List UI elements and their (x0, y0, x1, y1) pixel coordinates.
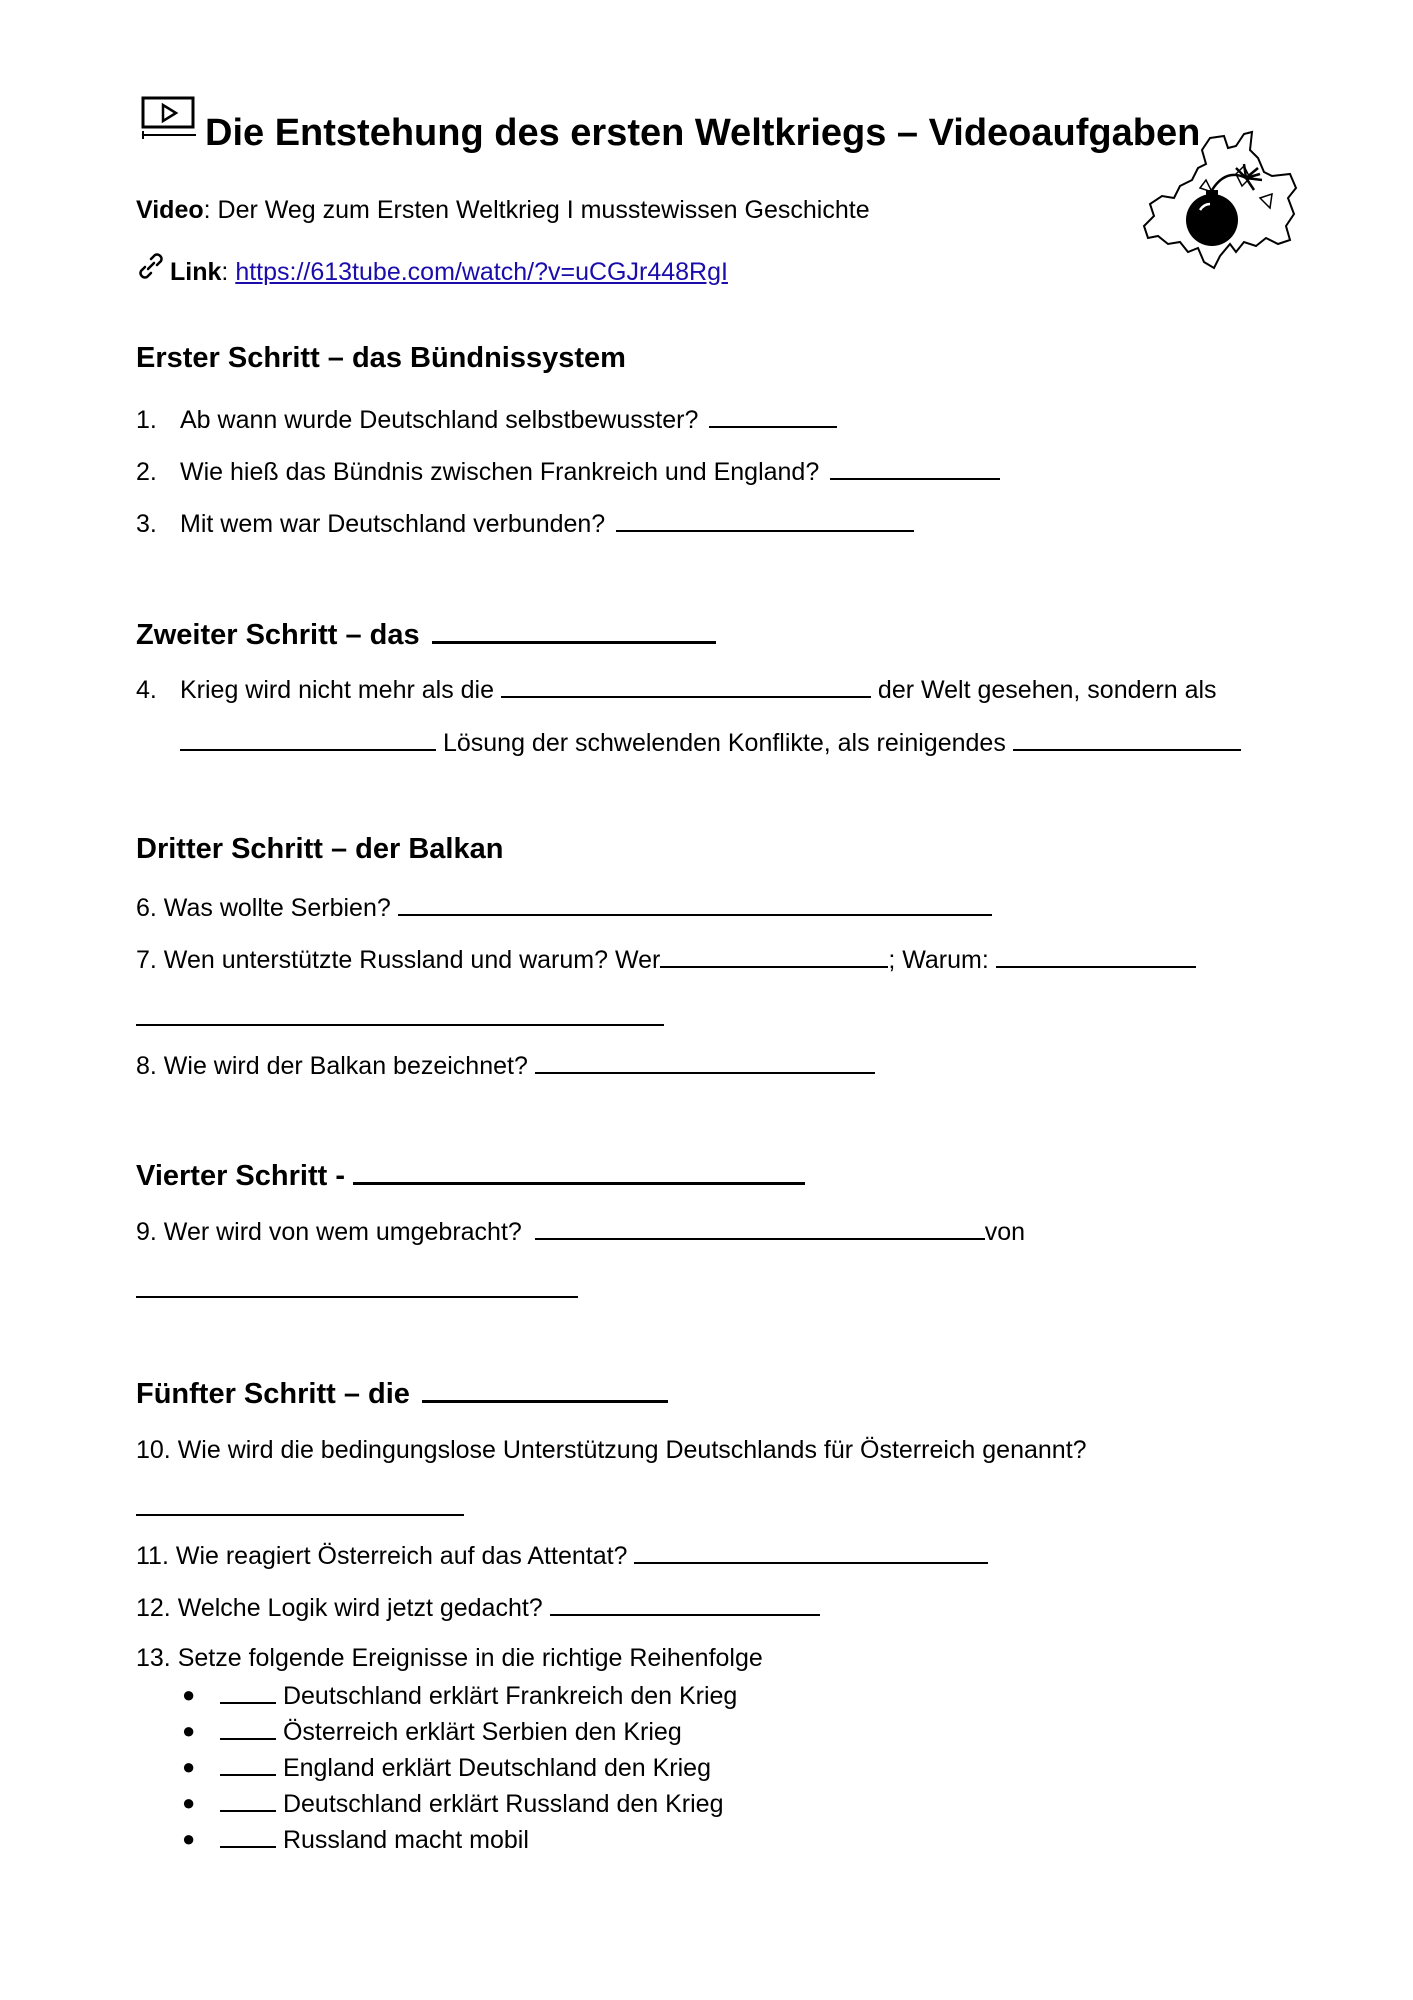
question-text: Mit wem war Deutschland verbunden? (180, 510, 606, 538)
answer-blank-line[interactable] (136, 1004, 664, 1026)
question-12 (136, 1592, 820, 1623)
chain-link-icon (136, 251, 166, 281)
question-4 (136, 674, 1217, 705)
question-text-c: Lösung der schwelenden Konflikte, als reinigendes (442, 729, 1006, 757)
question-text-a: Krieg wird nicht mehr als die (180, 676, 495, 704)
link-info (170, 258, 728, 287)
video-title: : Der Weg zum Ersten Weltkrieg I musstewissen Geschichte (203, 196, 870, 224)
question-text: 11. Wie reagiert Österreich auf das Attentat? (136, 1542, 628, 1570)
von-label: von (984, 1218, 1026, 1246)
order-blank[interactable] (220, 1824, 276, 1848)
order-blank[interactable] (220, 1680, 276, 1704)
question-13: 13. Setze folgende Ereignisse in die richtige Reihenfolge (136, 1644, 763, 1672)
answer-blank[interactable] (616, 508, 914, 532)
heading-answer-blank[interactable] (432, 615, 716, 644)
question-7 (136, 944, 1196, 975)
heading-answer-blank[interactable] (422, 1374, 668, 1403)
question-9 (136, 1216, 1025, 1247)
answer-blank[interactable] (830, 456, 1000, 480)
video-link[interactable]: https://613tube.com/watch/?v=uCGJr448RgI (235, 258, 728, 286)
list-item (220, 1788, 723, 1819)
section-heading-5 (136, 1374, 668, 1411)
order-blank[interactable] (220, 1788, 276, 1812)
section-heading-3: Dritter Schritt – der Balkan (136, 833, 504, 865)
answer-blank[interactable] (180, 727, 436, 751)
video-play-icon (140, 95, 198, 141)
bullet-icon: ● (182, 1826, 196, 1851)
answer-blank-line[interactable] (136, 1494, 464, 1516)
video-label: Video (136, 196, 204, 224)
section-heading-text: Zweiter Schritt – das (136, 619, 420, 651)
question-text: 12. Welche Logik wird jetzt gedacht? (136, 1594, 543, 1622)
answer-blank[interactable] (996, 944, 1196, 968)
section-heading-text: Fünfter Schritt – die (136, 1378, 410, 1410)
answer-blank[interactable] (634, 1540, 988, 1564)
heading-answer-blank[interactable] (353, 1156, 805, 1185)
order-blank[interactable] (220, 1716, 276, 1740)
answer-blank[interactable] (550, 1592, 820, 1616)
link-separator: : (221, 258, 236, 286)
question-text: Wie hieß das Bündnis zwischen Frankreich und England? (180, 458, 820, 486)
bullet-icon: ● (182, 1790, 196, 1815)
warum-label: ; Warum: (888, 946, 989, 974)
event-text: Russland macht mobil (282, 1826, 529, 1854)
answer-blank[interactable] (709, 404, 837, 428)
section-heading-4 (136, 1156, 805, 1193)
question-text: Ab wann wurde Deutschland selbstbewusster? (180, 406, 699, 434)
list-item (220, 1680, 737, 1711)
question-text: 6. Was wollte Serbien? (136, 894, 391, 922)
europe-bomb-illustration (1140, 128, 1300, 273)
question-number: 3. (136, 510, 157, 538)
question-8 (136, 1050, 875, 1081)
section-heading-text: Vierter Schritt - (136, 1160, 345, 1192)
list-item (220, 1716, 682, 1747)
event-text: England erklärt Deutschland den Krieg (282, 1754, 711, 1782)
question-3 (136, 508, 914, 539)
bullet-icon: ● (182, 1682, 196, 1707)
answer-blank[interactable] (501, 674, 871, 698)
answer-blank[interactable] (1013, 727, 1241, 751)
question-2 (136, 456, 1000, 487)
event-text: Deutschland erklärt Frankreich den Krieg (282, 1682, 738, 1710)
question-4-continued (180, 727, 1241, 758)
answer-blank[interactable] (398, 892, 992, 916)
question-number: 1. (136, 406, 157, 434)
bullet-icon: ● (182, 1754, 196, 1779)
bullet-icon: ● (182, 1718, 196, 1743)
answer-blank[interactable] (535, 1050, 875, 1074)
answer-blank-line[interactable] (136, 1276, 578, 1298)
question-11 (136, 1540, 988, 1571)
question-1 (136, 404, 837, 435)
video-info (136, 196, 870, 225)
page-title: Die Entstehung des ersten Weltkriegs – Videoaufgaben (205, 112, 1201, 154)
question-text: 9. Wer wird von wem umgebracht? (136, 1218, 522, 1246)
order-blank[interactable] (220, 1752, 276, 1776)
question-number: 4. (136, 676, 157, 704)
question-10: 10. Wie wird die bedingungslose Unterstützung Deutschlands für Österreich genannt? (136, 1436, 1087, 1464)
question-text: 8. Wie wird der Balkan bezeichnet? (136, 1052, 528, 1080)
section-heading-2 (136, 615, 716, 652)
link-label: Link (170, 258, 222, 286)
event-text: Deutschland erklärt Russland den Krieg (282, 1790, 724, 1818)
event-text: Österreich erklärt Serbien den Krieg (282, 1718, 682, 1746)
question-number: 2. (136, 458, 157, 486)
section-heading-1: Erster Schritt – das Bündnissystem (136, 342, 626, 374)
question-text: 7. Wen unterstützte Russland und warum? Wer (136, 946, 661, 974)
question-6 (136, 892, 992, 923)
question-text-b: der Welt gesehen, sondern als (877, 676, 1217, 704)
answer-blank[interactable] (660, 944, 888, 968)
list-item (220, 1824, 529, 1855)
answer-blank[interactable] (535, 1216, 985, 1240)
list-item (220, 1752, 711, 1783)
